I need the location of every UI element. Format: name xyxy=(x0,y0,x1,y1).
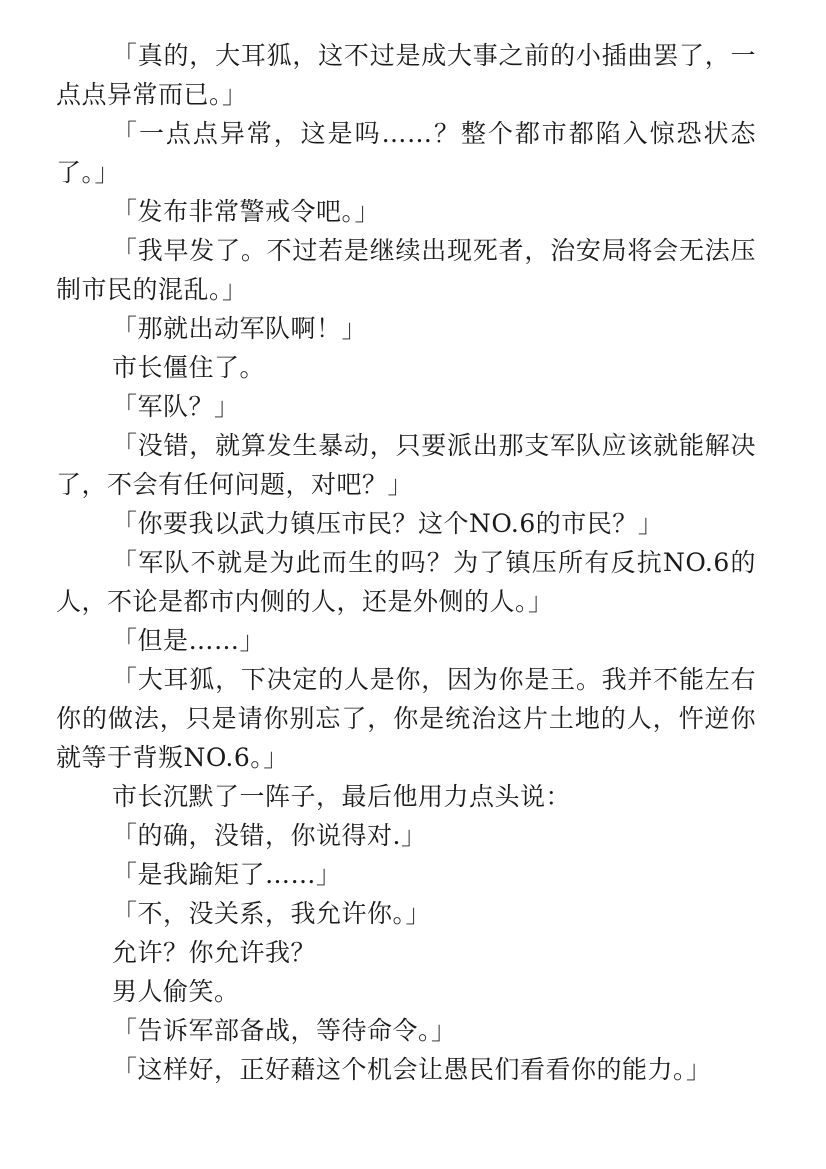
paragraph: 「不，没关系，我允许你。」 xyxy=(112,899,432,928)
paragraph: 男人偷笑。 xyxy=(112,977,240,1006)
paragraph: 允许？你允许我？ xyxy=(112,938,317,967)
paragraph: 「真的，大耳狐，这不过是成大事之前的小插曲罢了，一点点异常而已。」 xyxy=(56,41,756,109)
paragraph: 「你要我以武力镇压市民？这个NO.6的市民？」 xyxy=(112,509,664,538)
paragraph: 「一点点异常，这是吗……？整个都市都陷入惊恐状态了。」 xyxy=(56,119,756,187)
paragraph: 「大耳狐，下决定的人是你，因为你是王。我并不能左右你的做法，只是请你别忘了，你是统治这片土地的人，忤逆你就等于背叛NO.6。」 xyxy=(56,665,756,772)
paragraph: 「但是……」 xyxy=(112,626,266,655)
paragraph: 「这样好，正好藉这个机会让愚民们看看你的能力。」 xyxy=(112,1055,712,1084)
paragraph: 「军队不就是为此而生的吗？为了镇压所有反抗NO.6的人，不论是都市内侧的人，还是外侧的人。」 xyxy=(56,548,756,616)
paragraph: 「军队？」 xyxy=(112,392,240,421)
paragraph: 市长僵住了。 xyxy=(112,353,266,382)
paragraph: 市长沉默了一阵子，最后他用力点头说： xyxy=(112,782,572,811)
paragraph: 「我早发了。不过若是继续出现死者，治安局将会无法压制市民的混乱。」 xyxy=(56,236,756,304)
paragraph: 「没错，就算发生暴动，只要派出那支军队应该就能解决了，不会有任何问题，对吧？」 xyxy=(56,431,756,499)
paragraph: 「的确，没错，你说得对.」 xyxy=(112,821,427,850)
paragraph: 「是我踰矩了……」 xyxy=(112,860,342,889)
paragraph: 「发布非常警戒令吧。」 xyxy=(112,197,381,226)
document-page xyxy=(56,36,756,1089)
paragraph: 「那就出动军队啊！」 xyxy=(112,314,368,343)
paragraph: 「告诉军部备战，等待命令。」 xyxy=(112,1016,457,1045)
